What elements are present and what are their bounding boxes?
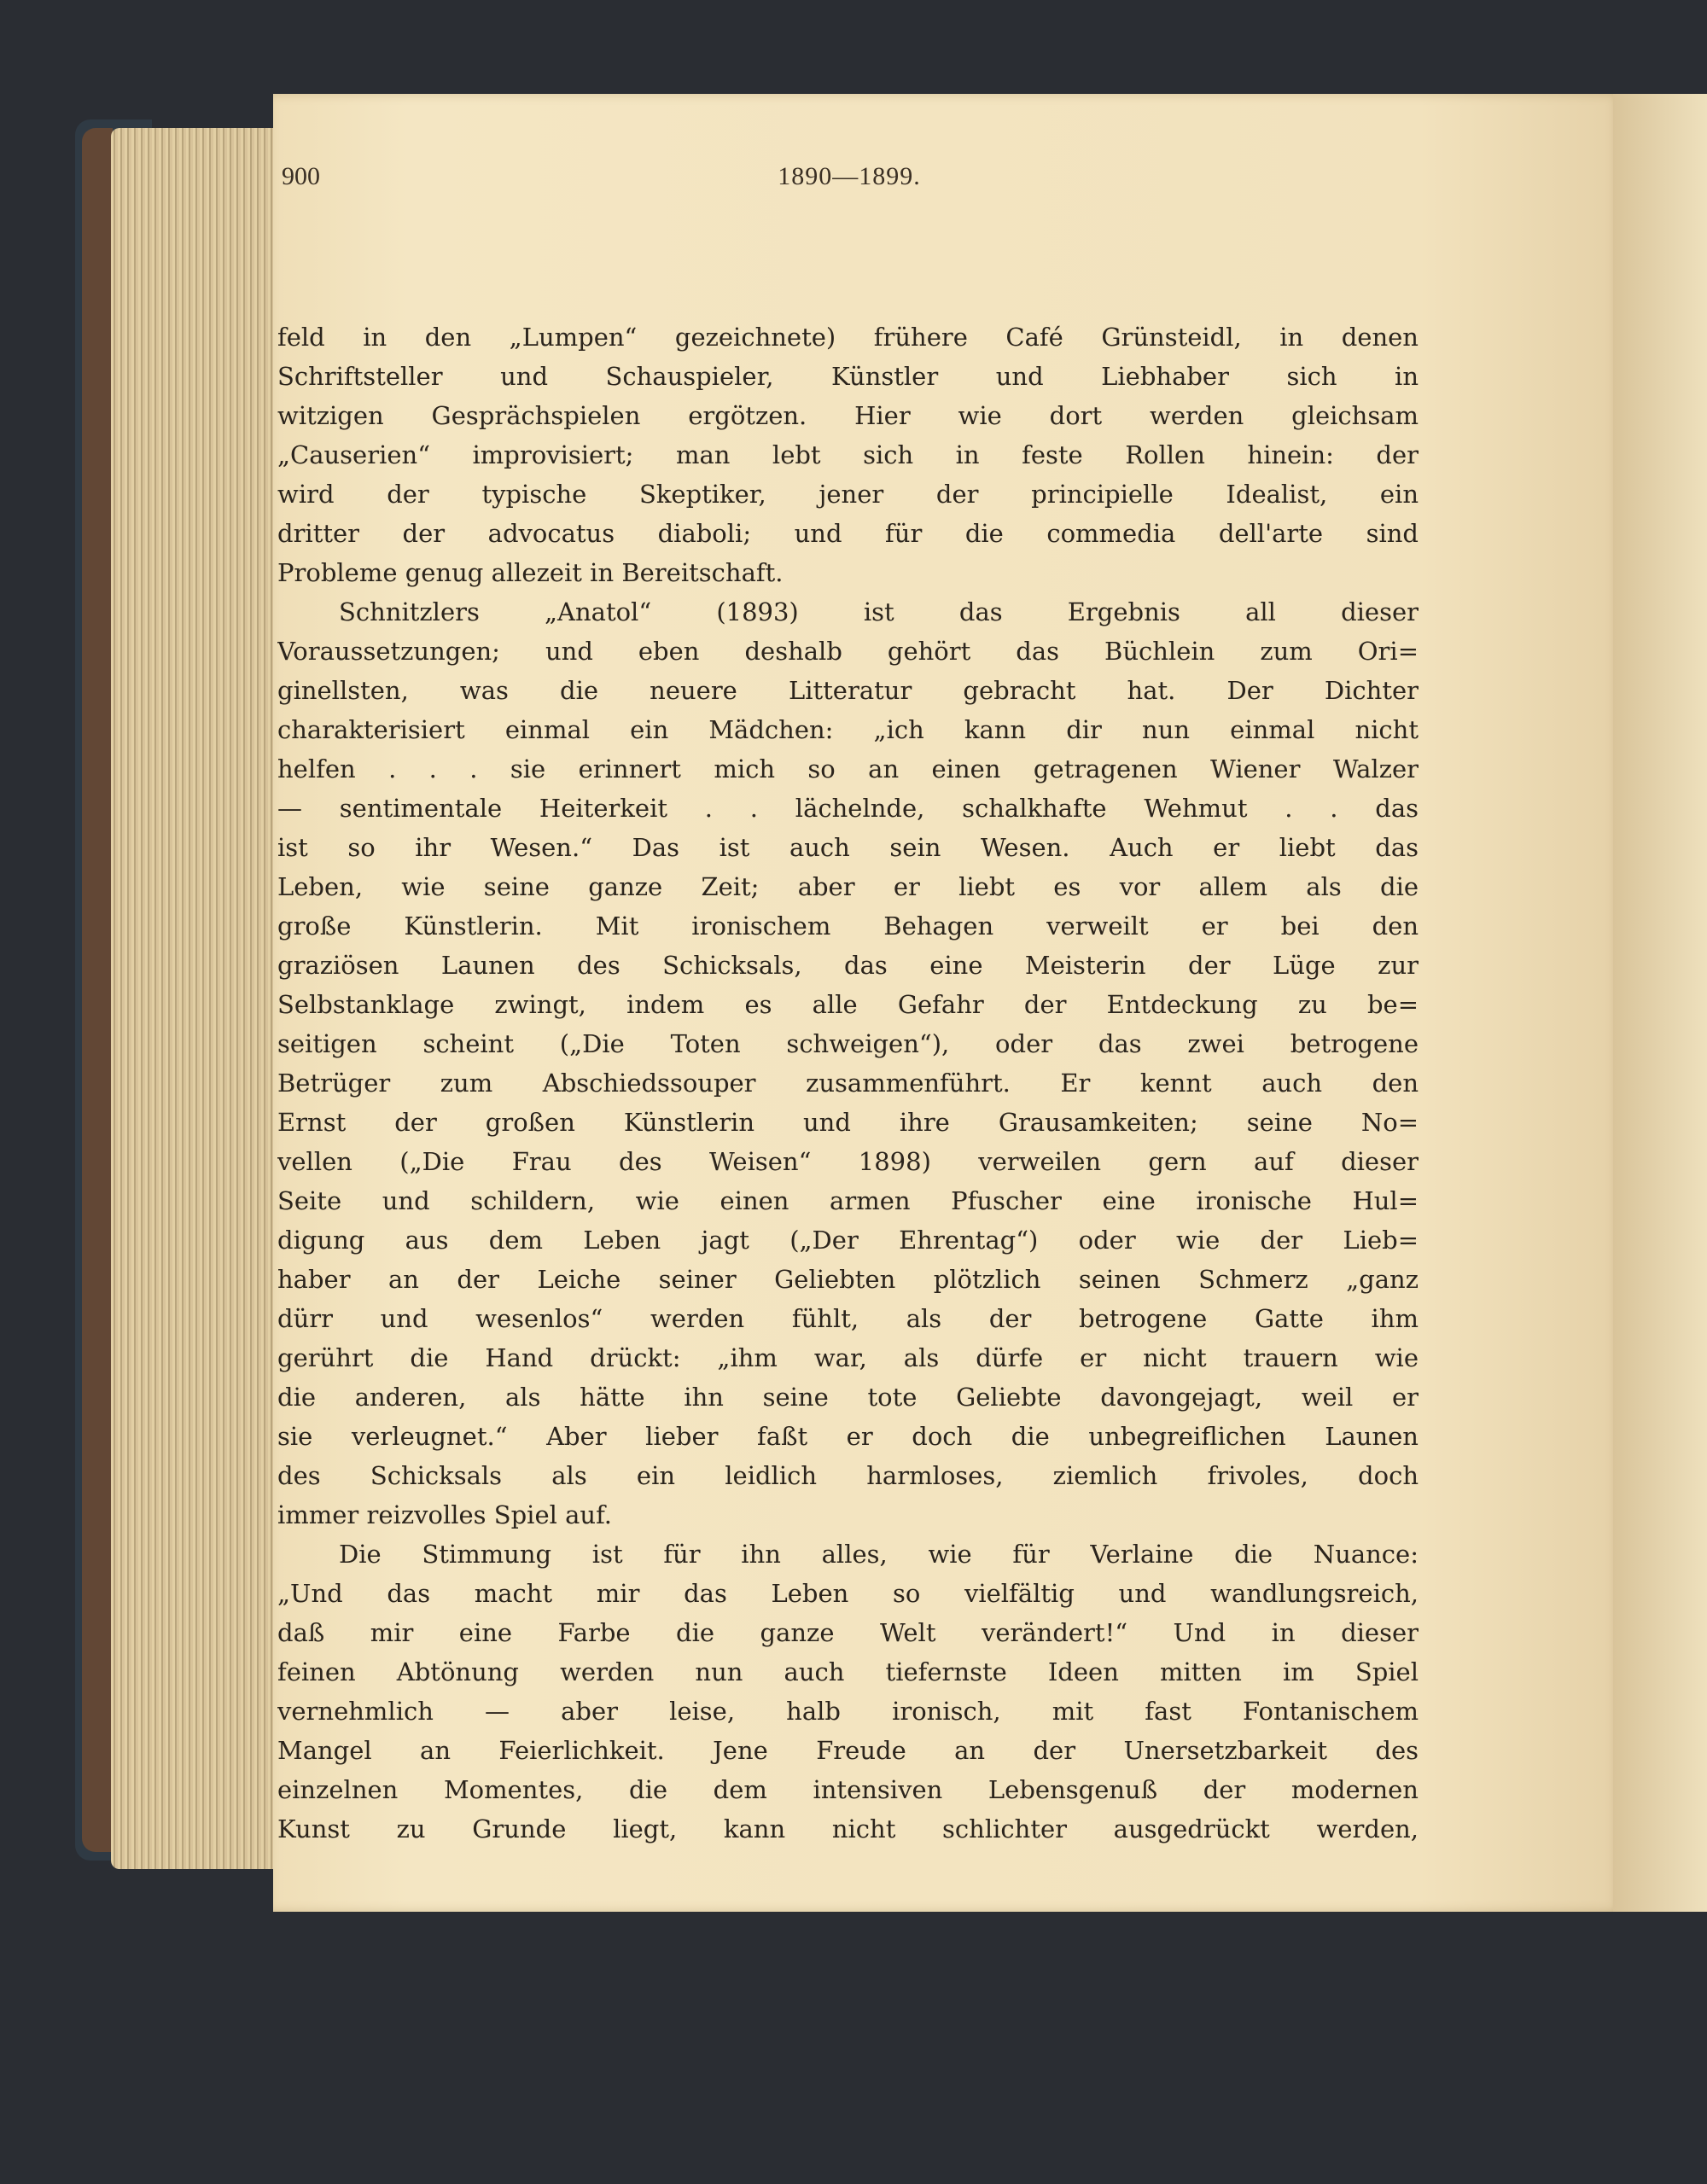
- text-line: Voraussetzungen; und eben deshalb gehört das Büchlein zum Ori=: [277, 637, 1419, 666]
- running-head: 1890—1899.: [778, 162, 921, 190]
- page-number: 900: [282, 162, 320, 190]
- text-line: daß mir eine Farbe die ganze Welt verändert!“ Und in dieser: [277, 1618, 1419, 1647]
- text-line: Ernst der großen Künstlerin und ihre Grausamkeiten; seine No=: [277, 1108, 1419, 1137]
- text-line: Selbstanklage zwingt, indem es alle Gefahr der Entdeckung zu be=: [277, 990, 1419, 1019]
- text-line: feld in den „Lumpen“ gezeichnete) frühere Café Grünsteidl, in denen: [277, 323, 1419, 352]
- text-line: große Künstlerin. Mit ironischem Behagen verweilt er bei den: [277, 911, 1419, 941]
- text-line: wird der typische Skeptiker, jener der principielle Idealist, ein: [277, 480, 1419, 509]
- text-line: immer reizvolles Spiel auf.: [277, 1500, 612, 1529]
- text-line: feinen Abtönung werden nun auch tiefernste Ideen mitten im Spiel: [277, 1657, 1419, 1686]
- text-line: dritter der advocatus diaboli; und für die commedia dell'arte sind: [277, 519, 1419, 548]
- text-line: Schnitzlers „Anatol“ (1893) ist das Ergebnis all dieser: [339, 597, 1419, 626]
- text-line: charakterisiert einmal ein Mädchen: „ich kann dir nun einmal nicht: [277, 715, 1419, 744]
- text-line: dürr und wesenlos“ werden fühlt, als der betrogene Gatte ihm: [277, 1304, 1419, 1333]
- page-header: [282, 162, 1417, 205]
- text-line: Die Stimmung ist für ihn alles, wie für Verlaine die Nuance:: [339, 1540, 1419, 1569]
- text-line: einzelnen Momentes, die dem intensiven Lebensgenuß der modernen: [277, 1775, 1419, 1804]
- text-line: sie verleugnet.“ Aber lieber faßt er doch die unbegreiflichen Launen: [277, 1422, 1419, 1451]
- text-line: digung aus dem Leben jagt („Der Ehrentag“) oder wie der Lieb=: [277, 1226, 1419, 1255]
- text-line: „Causerien“ improvisiert; man lebt sich in feste Rollen hinein: der: [277, 440, 1419, 469]
- text-line: seitigen scheint („Die Toten schweigen“), oder das zwei betrogene: [277, 1029, 1419, 1058]
- text-line: helfen . . . sie erinnert mich so an einen getragenen Wiener Walzer: [277, 754, 1419, 783]
- text-line: Mangel an Feierlichkeit. Jene Freude an der Unersetzbarkeit des: [277, 1736, 1419, 1765]
- book-spine: [82, 128, 113, 1852]
- facing-page-edge: [1613, 94, 1707, 1912]
- text-line: Schriftsteller und Schauspieler, Künstler und Liebhaber sich in: [277, 362, 1419, 391]
- text-line: vellen („Die Frau des Weisen“ 1898) verweilen gern auf dieser: [277, 1147, 1419, 1176]
- text-line: vernehmlich — aber leise, halb ironisch, mit fast Fontanischem: [277, 1697, 1419, 1726]
- text-line: des Schicksals als ein leidlich harmloses, ziemlich frivoles, doch: [277, 1461, 1419, 1490]
- text-line: haber an der Leiche seiner Geliebten plötzlich seinen Schmerz „ganz: [277, 1265, 1419, 1294]
- text-line: Betrüger zum Abschiedssouper zusammenführt. Er kennt auch den: [277, 1069, 1419, 1098]
- body-text: [277, 317, 1419, 1913]
- text-line: witzigen Gesprächspielen ergötzen. Hier wie dort werden gleichsam: [277, 401, 1419, 430]
- text-line: gerührt die Hand drückt: „ihm war, als dürfe er nicht trauern wie: [277, 1343, 1419, 1372]
- text-line: die anderen, als hätte ihn seine tote Geliebte davongejagt, weil er: [277, 1383, 1419, 1412]
- text-line: ist so ihr Wesen.“ Das ist auch sein Wesen. Auch er liebt das: [277, 833, 1419, 862]
- text-line: ginellsten, was die neuere Litteratur gebracht hat. Der Dichter: [277, 676, 1419, 705]
- page-edges: [111, 128, 273, 1869]
- text-line: „Und das macht mir das Leben so vielfältig und wandlungsreich,: [277, 1579, 1419, 1608]
- text-line: Seite und schildern, wie einen armen Pfuscher eine ironische Hul=: [277, 1186, 1419, 1215]
- text-line: Leben, wie seine ganze Zeit; aber er liebt es vor allem als die: [277, 872, 1419, 901]
- text-line: graziösen Launen des Schicksals, das eine Meisterin der Lüge zur: [277, 951, 1419, 980]
- text-line: — sentimentale Heiterkeit . . lächelnde, schalkhafte Wehmut . . das: [277, 794, 1419, 823]
- text-line: Kunst zu Grunde liegt, kann nicht schlichter ausgedrückt werden,: [277, 1814, 1419, 1843]
- text-line: Probleme genug allezeit in Bereitschaft.: [277, 558, 784, 587]
